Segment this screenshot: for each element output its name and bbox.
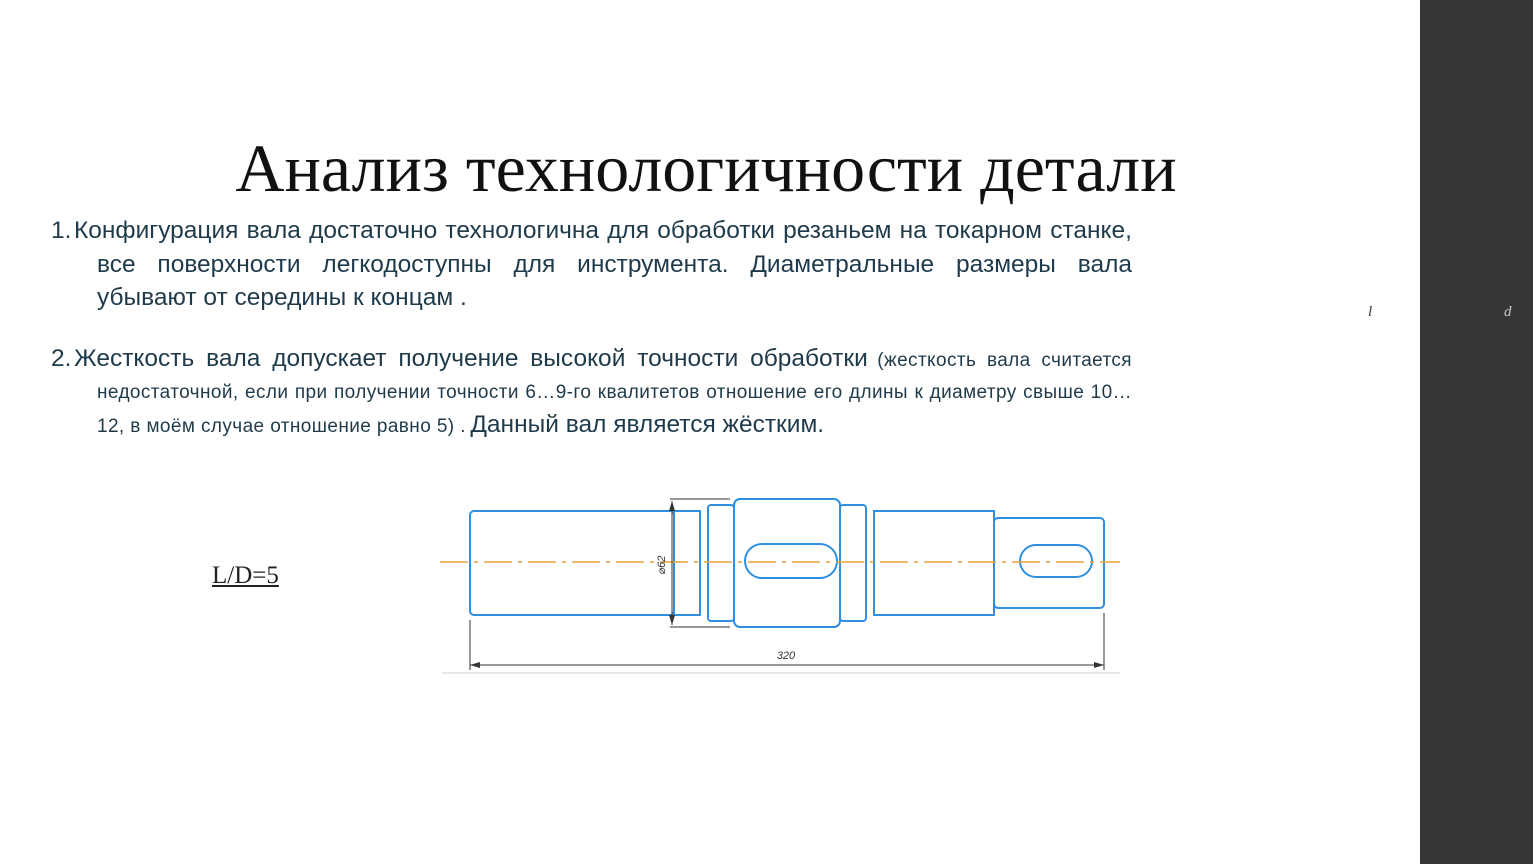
list-item-2-end-text: Данный вал является жёстким. [470, 411, 825, 438]
list-item-1-paragraph: 1. Конфигурация вала достаточно технологична для обработки резаньем на токарном станке, все поверхности легкодоступны для инструмента. Диаметральные размеры вала убывают от середины к концам . [51, 217, 1132, 311]
shaft-drawing [440, 495, 1125, 680]
shaft-left-ring [708, 505, 734, 621]
list-item-1 [51, 214, 1132, 315]
stray-letter-l: l [1368, 304, 1373, 320]
list-item-2-paragraph: 2. Жесткость вала допускает получение высокой точности обработки (жесткость вала считается недостаточной, если при получении точности 6…9-го квалитетов отношение его длины к диаметру свыше 10…12, в моём случае отношение равно 5) . Данный вал является жёстким. [51, 345, 1132, 438]
list-item-1-text: Конфигурация вала достаточно технологична для обработки резаньем на токарном станке, все поверхности легкодоступны для инструмента. Диаметральные размеры вала убывают от середины к концам . [74, 217, 1132, 311]
shaft-end-segment [994, 518, 1104, 608]
shaft-right-ring [840, 505, 866, 621]
side-panel [1420, 0, 1533, 864]
slide-title: Анализ технологичности детали [235, 130, 1177, 206]
shaft-outline [470, 499, 1104, 627]
keyway-center [745, 544, 837, 578]
shaft-left-segment [470, 511, 674, 615]
shaft-right-segment [874, 511, 994, 615]
list-item-2-main-text: Жесткость вала допускает получение высокой точности обработки [74, 345, 868, 372]
dimension-lines [442, 499, 1120, 673]
list-item-2 [51, 343, 1132, 443]
diameter-label: ⌀62 [656, 555, 668, 575]
keyway-end [1020, 545, 1092, 577]
ratio-label: L/D=5 [212, 562, 279, 589]
length-label: 320 [776, 650, 796, 662]
shaft-left-shoulder [674, 511, 700, 615]
stray-letter-d: d [1504, 304, 1512, 320]
list-item-2-note: (жесткость вала считается недостаточной, если при получении точности 6…9-го квалитетов отношение его длины к диаметру свыше 10…12, в моём случае отношение равно 5) . [97, 350, 1132, 437]
shaft-center-segment [734, 499, 840, 627]
